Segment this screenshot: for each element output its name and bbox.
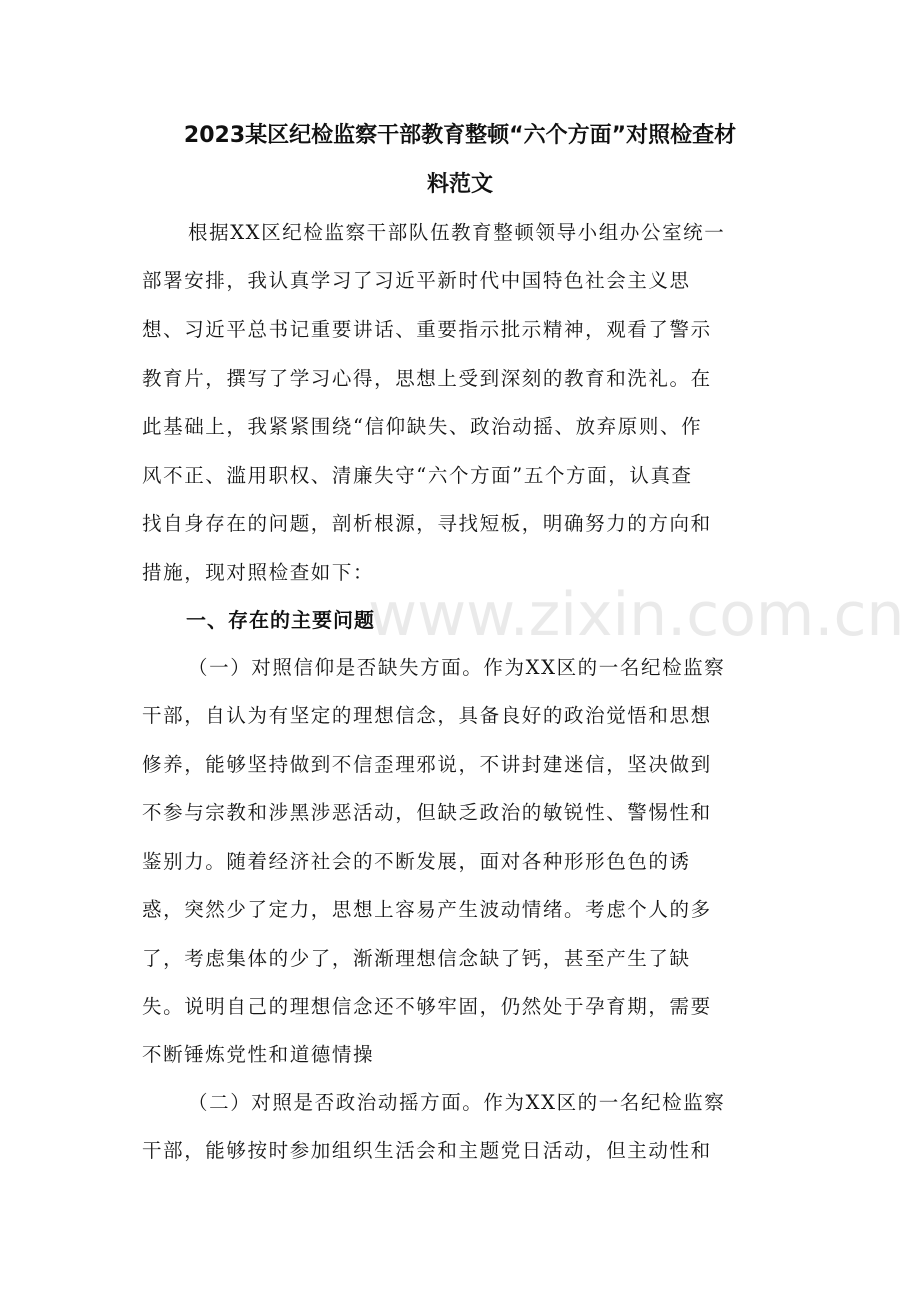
paragraph-1-line: 风不正、滥用职权、清廉失守“六个方面”五个方面，认真查 [142, 464, 693, 487]
document-title-line-1: 2023某区纪检监察干部教育整顿“六个方面”对照检查材 [183, 123, 737, 148]
paragraph-2-line: 惑，突然少了定力，思想上容易产生波动情绪。考虑个人的多 [142, 898, 712, 921]
paragraph-1-line: 想、习近平总书记重要讲话、重要指示批示精神，观看了警示 [142, 318, 712, 341]
paragraph-1-line: 此基础上，我紧紧围绕“信仰缺失、政治动摇、放弃原则、作 [142, 415, 703, 438]
section-heading-main-problems: 一、存在的主要问题 [186, 608, 375, 632]
paragraph-2-line: （一）对照信仰是否缺失方面。作为XX区的一名纪检监察 [188, 656, 726, 679]
paragraph-1-line: 教育片，撰写了学习心得，思想上受到深刻的教育和洗礼。在 [142, 367, 712, 390]
paragraph-2-line: 鉴别力。随着经济社会的不断发展，面对各种形形色色的诱 [142, 850, 691, 873]
paragraph-1-line: 措施，现对照检查如下： [142, 561, 375, 584]
paragraph-1-line: 根据XX区纪检监察干部队伍教育整顿领导小组办公室统一 [188, 221, 726, 244]
paragraph-2-line: 不参与宗教和涉黑涉恶活动，但缺乏政治的敏锐性、警惕性和 [142, 801, 712, 824]
paragraph-2-line: 失。说明自己的理想信念还不够牢固，仍然处于孕育期，需要 [142, 995, 712, 1018]
paragraph-3-line: 干部，能够按时参加组织生活会和主题党日活动，但主动性和 [142, 1139, 712, 1162]
paragraph-1-line: 部署安排，我认真学习了习近平新时代中国特色社会主义思 [142, 269, 691, 292]
document-title-line-2: 料范文 [426, 172, 493, 197]
paragraph-2-line: 干部，自认为有坚定的理想信念，具备良好的政治觉悟和思想 [142, 704, 712, 727]
watermark: www.zixin.com.cn [368, 580, 905, 650]
paragraph-1-line: 找自身存在的问题，剖析根源，寻找短板，明确努力的方向和 [142, 512, 712, 535]
paragraph-2-line: 不断锤炼党性和道德情操 [142, 1043, 375, 1066]
paragraph-2-line: 了，考虑集体的少了，渐渐理想信念缺了钙，甚至产生了缺 [142, 947, 691, 970]
paragraph-2-line: 修养，能够坚持做到不信歪理邪说，不讲封建迷信，坚决做到 [142, 753, 712, 776]
paragraph-3-line: （二）对照是否政治动摇方面。作为XX区的一名纪检监察 [188, 1091, 726, 1114]
